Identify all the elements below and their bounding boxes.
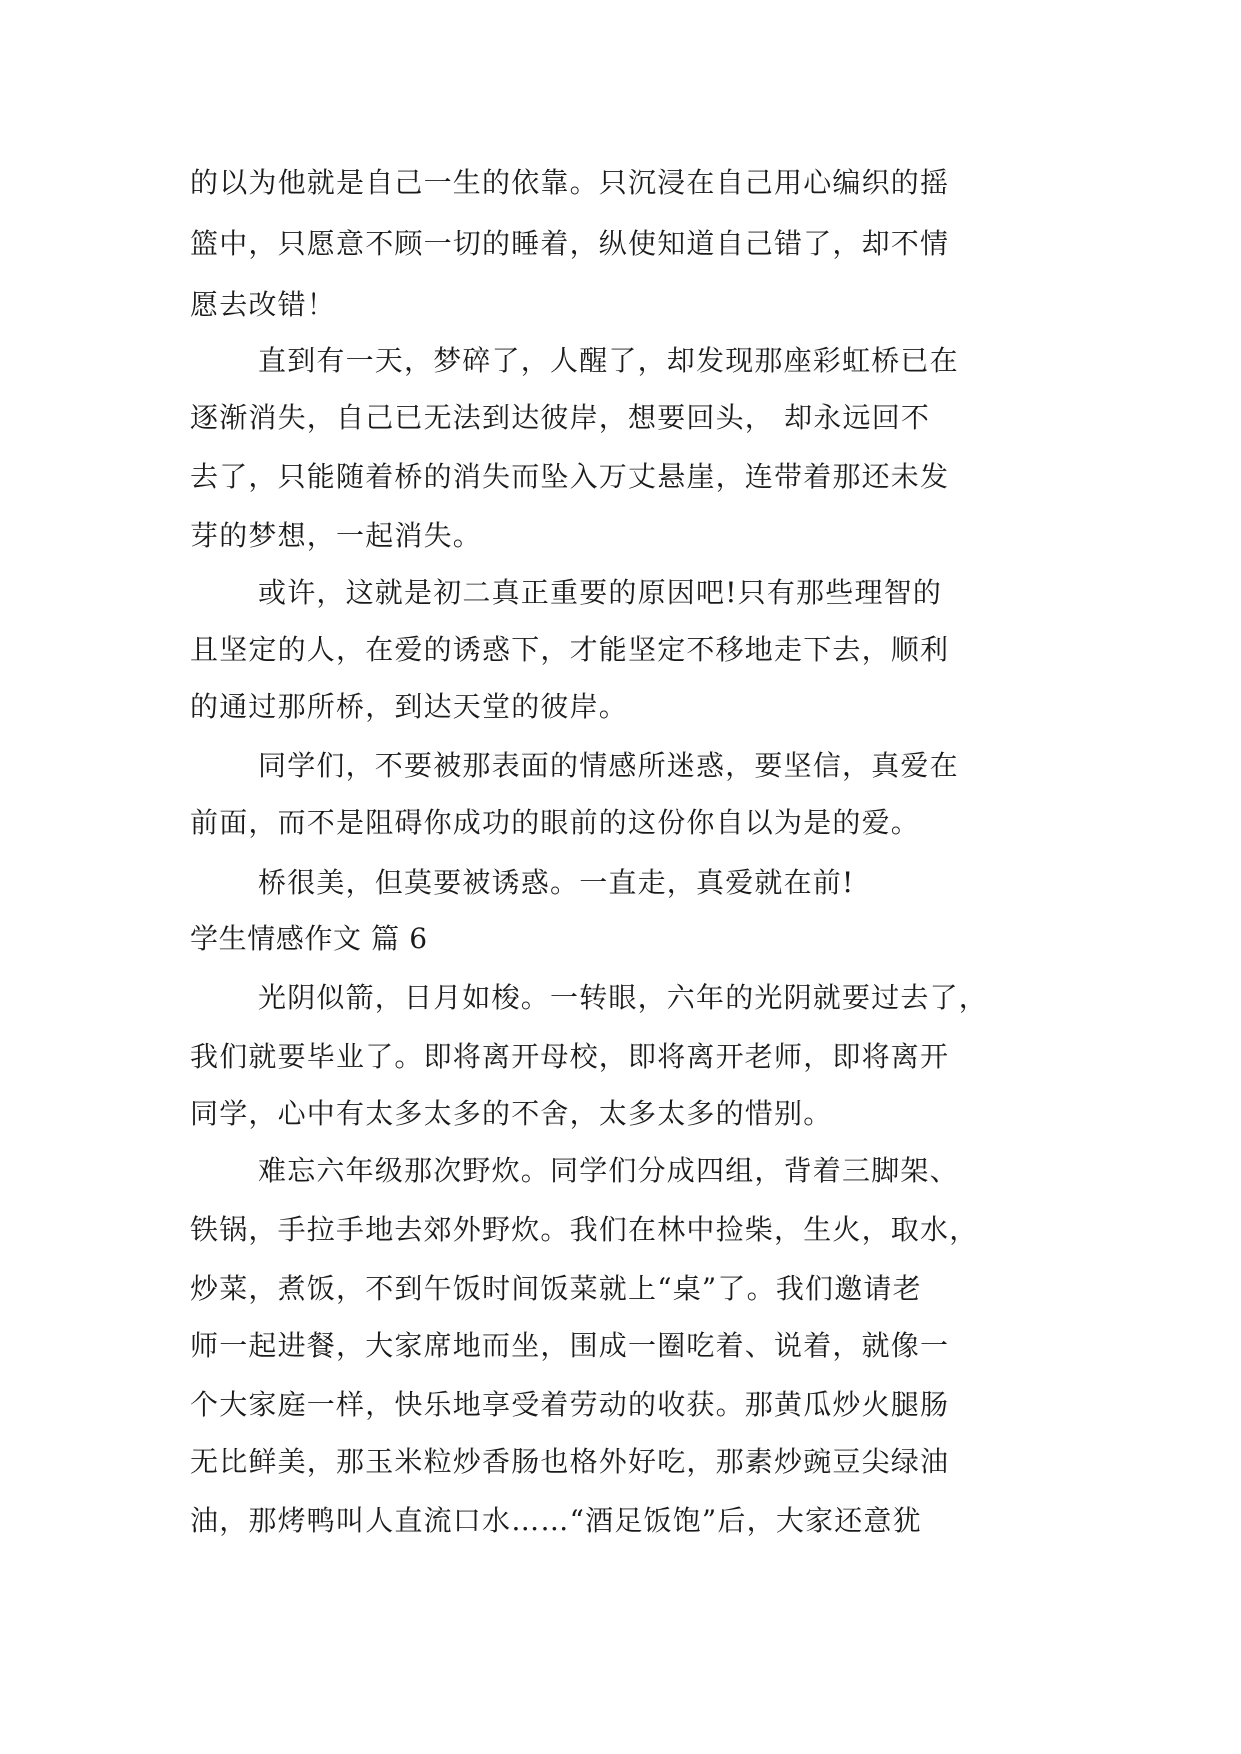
text-line: 铁锅，手拉手地去郊外野炊。我们在林中捡柴，生火，取水， (190, 1213, 979, 1246)
paragraph-first-line: 桥很美，但莫要被诱惑。一直走，真爱就在前! (258, 866, 855, 899)
text-line: 油，那烤鸭叫人直流口水……“酒足饭饱”后，大家还意犹 (190, 1504, 922, 1537)
text-line: 我们就要毕业了。即将离开母校，即将离开老师，即将离开 (190, 1040, 950, 1073)
text-line: 师一起进餐，大家席地而坐，围成一圈吃着、说着，就像一 (190, 1329, 950, 1362)
text-line: 前面，而不是阻碍你成功的眼前的这份你自以为是的爱。 (190, 806, 921, 839)
text-line: 且坚定的人，在爱的诱惑下，才能坚定不移地走下去，顺利 (190, 633, 950, 666)
text-line: 炒菜，煮饭，不到午饭时间饭菜就上“桌”了。我们邀请老 (190, 1272, 922, 1305)
section-heading: 学生情感作文 篇 6 (190, 922, 428, 955)
text-line: 篮中，只愿意不顾一切的睡着，纵使知道自己错了，却不情 (190, 227, 950, 260)
paragraph-first-line: 难忘六年级那次野炊。同学们分成四组，背着三脚架、 (258, 1154, 959, 1187)
text-line: 愿去改错！ (190, 288, 337, 321)
paragraph-first-line: 直到有一天，梦碎了，人醒了，却发现那座彩虹桥已在 (258, 344, 959, 377)
paragraph-first-line: 或许，这就是初二真正重要的原因吧!只有那些理智的 (258, 576, 943, 609)
paragraph-first-line: 光阴似箭，日月如梭。一转眼，六年的光阴就要过去了， (258, 981, 989, 1014)
text-line: 无比鲜美，那玉米粒炒香肠也格外好吃，那素炒豌豆尖绿油 (190, 1445, 950, 1478)
text-line: 逐渐消失，自己已无法到达彼岸，想要回头， 却永远回不 (190, 401, 931, 434)
text-line: 的以为他就是自己一生的依靠。只沉浸在自己用心编织的摇 (190, 166, 950, 199)
paragraph-first-line: 同学们，不要被那表面的情感所迷惑，要坚信，真爱在 (258, 749, 959, 782)
text-line: 同学，心中有太多太多的不舍，太多太多的惜别。 (190, 1097, 833, 1130)
text-line: 的通过那所桥，到达天堂的彼岸。 (190, 690, 629, 723)
text-line: 芽的梦想，一起消失。 (190, 519, 483, 552)
text-line: 个大家庭一样，快乐地享受着劳动的收获。那黄瓜炒火腿肠 (190, 1388, 950, 1421)
text-line: 去了，只能随着桥的消失而坠入万丈悬崖，连带着那还未发 (190, 460, 950, 493)
